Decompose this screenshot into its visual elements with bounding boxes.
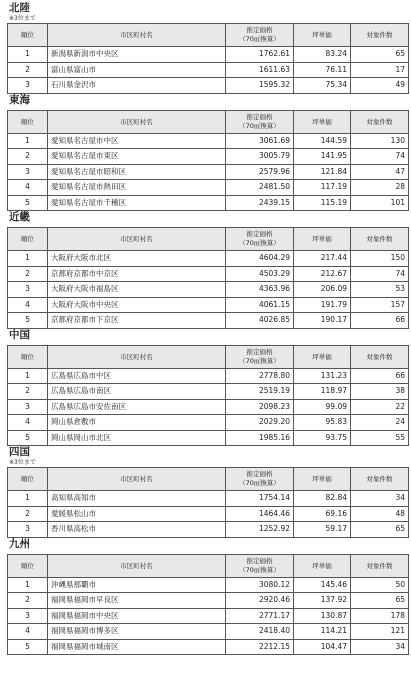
cell-rank: 5 [8, 639, 48, 655]
header-name: 市区町村名 [48, 468, 226, 491]
header-count: 対象件数 [351, 228, 409, 251]
region-section [3, 2, 408, 94]
header-price [226, 554, 294, 577]
cell-rank: 3 [8, 608, 48, 624]
cell-name: 福岡県福岡市博多区 [48, 624, 226, 640]
cell-name: 福岡県福岡市中央区 [48, 608, 226, 624]
region-title: 四国 [9, 446, 30, 458]
cell-count: 74 [351, 149, 409, 165]
cell-count: 22 [351, 399, 409, 415]
cell-price: 2418.40 [226, 624, 294, 640]
cell-count: 178 [351, 608, 409, 624]
header-price-line1: 推定価格 [246, 347, 273, 356]
table-header-row [8, 24, 409, 47]
table-row [8, 491, 409, 507]
cell-price: 3080.12 [226, 577, 294, 593]
header-tsubo: 坪単価 [294, 345, 351, 368]
header-name: 市区町村名 [48, 345, 226, 368]
table-row [8, 297, 409, 313]
cell-name: 広島県広島市安佐南区 [48, 399, 226, 415]
cell-count: 34 [351, 491, 409, 507]
header-tsubo: 坪単価 [294, 24, 351, 47]
cell-count: 47 [351, 164, 409, 180]
header-count: 対象件数 [351, 468, 409, 491]
cell-count: 66 [351, 368, 409, 384]
header-tsubo: 坪単価 [294, 110, 351, 133]
table-row [8, 639, 409, 655]
header-price [226, 345, 294, 368]
table-row [8, 624, 409, 640]
cell-name: 富山県富山市 [48, 62, 226, 78]
cell-price: 4503.29 [226, 266, 294, 282]
cell-name: 愛知県名古屋市千種区 [48, 195, 226, 211]
header-rank: 順位 [8, 554, 48, 577]
cell-price: 2771.17 [226, 608, 294, 624]
cell-count: 66 [351, 313, 409, 329]
header-price-line1: 推定価格 [246, 230, 273, 238]
header-price-line1: 推定価格 [246, 470, 273, 478]
header-price-line2: （70㎡換算） [239, 239, 280, 247]
table-row [8, 399, 409, 415]
header-tsubo: 坪単価 [294, 554, 351, 577]
table-row [8, 313, 409, 329]
cell-name: 高知県高知市 [48, 491, 226, 507]
cell-count: 49 [351, 78, 409, 94]
table-row [8, 506, 409, 522]
cell-tsubo: 115.19 [294, 195, 351, 211]
cell-tsubo: 76.11 [294, 62, 351, 78]
cell-rank: 2 [8, 62, 48, 78]
table-row [8, 164, 409, 180]
region-section [3, 446, 408, 538]
cell-tsubo: 114.21 [294, 624, 351, 640]
cell-price: 4363.96 [226, 282, 294, 298]
header-count: 対象件数 [351, 345, 409, 368]
cell-count: 34 [351, 639, 409, 655]
table-row [8, 368, 409, 384]
header-price-line1: 推定価格 [246, 556, 273, 565]
region-section [3, 211, 408, 329]
header-price [226, 468, 294, 491]
header-price [226, 228, 294, 251]
cell-rank: 1 [8, 368, 48, 384]
table-header-row [8, 228, 409, 251]
cell-name: 京都府京都市下京区 [48, 313, 226, 329]
header-price-line2: （70㎡換算） [239, 479, 280, 487]
cell-price: 2439.15 [226, 195, 294, 211]
cell-price: 1611.63 [226, 62, 294, 78]
ranking-table [7, 23, 409, 94]
table-row [8, 133, 409, 149]
cell-count: 65 [351, 522, 409, 538]
header-tsubo: 坪単価 [294, 468, 351, 491]
cell-tsubo: 82.84 [294, 491, 351, 507]
cell-name: 沖縄県那覇市 [48, 577, 226, 593]
cell-tsubo: 99.09 [294, 399, 351, 415]
cell-name: 大阪府大阪市北区 [48, 251, 226, 267]
cell-rank: 2 [8, 384, 48, 400]
cell-rank: 1 [8, 251, 48, 267]
cell-tsubo: 95.83 [294, 415, 351, 431]
cell-name: 広島県広島市南区 [48, 384, 226, 400]
cell-rank: 1 [8, 47, 48, 63]
table-row [8, 430, 409, 446]
cell-rank: 2 [8, 593, 48, 609]
header-price-line2: （70㎡換算） [239, 565, 280, 574]
cell-name: 福岡県福岡市城南区 [48, 639, 226, 655]
cell-rank: 3 [8, 164, 48, 180]
cell-tsubo: 83.24 [294, 47, 351, 63]
cell-tsubo: 69.16 [294, 506, 351, 522]
cell-name: 岡山県岡山市北区 [48, 430, 226, 446]
table-row [8, 47, 409, 63]
cell-name: 岡山県倉敷市 [48, 415, 226, 431]
header-name: 市区町村名 [48, 24, 226, 47]
cell-tsubo: 93.75 [294, 430, 351, 446]
table-header-row [8, 468, 409, 491]
header-count: 対象件数 [351, 24, 409, 47]
cell-count: 65 [351, 593, 409, 609]
cell-count: 28 [351, 180, 409, 196]
cell-rank: 1 [8, 491, 48, 507]
table-header-row [8, 345, 409, 368]
header-rank: 順位 [8, 24, 48, 47]
region-note: ※3位まで [9, 459, 36, 466]
region-title: 北陸 [9, 2, 30, 14]
header-price-line1: 推定価格 [246, 26, 273, 34]
cell-name: 愛知県名古屋市昭和区 [48, 164, 226, 180]
cell-tsubo: 191.79 [294, 297, 351, 313]
region-section [3, 329, 408, 447]
cell-tsubo: 190.17 [294, 313, 351, 329]
cell-name: 愛知県名古屋市東区 [48, 149, 226, 165]
ranking-table [7, 110, 409, 212]
cell-price: 4604.29 [226, 251, 294, 267]
cell-tsubo: 144.59 [294, 133, 351, 149]
region-title: 中国 [9, 328, 30, 341]
cell-price: 1464.46 [226, 506, 294, 522]
cell-tsubo: 118.97 [294, 384, 351, 400]
cell-name: 大阪府大阪市福島区 [48, 282, 226, 298]
cell-price: 1595.32 [226, 78, 294, 94]
region-section [3, 538, 408, 656]
table-row [8, 62, 409, 78]
cell-tsubo: 131.23 [294, 368, 351, 384]
table-row [8, 593, 409, 609]
cell-name: 大阪府大阪市中央区 [48, 297, 226, 313]
cell-count: 65 [351, 47, 409, 63]
cell-count: 38 [351, 384, 409, 400]
table-row [8, 415, 409, 431]
cell-tsubo: 206.09 [294, 282, 351, 298]
cell-name: 香川県高松市 [48, 522, 226, 538]
cell-price: 2778.80 [226, 368, 294, 384]
cell-name: 新潟県新潟市中央区 [48, 47, 226, 63]
table-row [8, 608, 409, 624]
header-price-line2: （70㎡換算） [239, 121, 280, 130]
cell-name: 福岡県福岡市早良区 [48, 593, 226, 609]
cell-rank: 3 [8, 282, 48, 298]
cell-price: 2212.15 [226, 639, 294, 655]
cell-name: 愛媛県松山市 [48, 506, 226, 522]
header-price [226, 24, 294, 47]
cell-rank: 4 [8, 180, 48, 196]
cell-price: 3061.69 [226, 133, 294, 149]
cell-price: 2481.50 [226, 180, 294, 196]
table-row [8, 384, 409, 400]
ranking-table [7, 554, 409, 656]
cell-name: 京都府京都市中京区 [48, 266, 226, 282]
cell-count: 48 [351, 506, 409, 522]
table-row [8, 180, 409, 196]
cell-rank: 4 [8, 297, 48, 313]
header-count: 対象件数 [351, 554, 409, 577]
header-rank: 順位 [8, 110, 48, 133]
table-header-row [8, 554, 409, 577]
table-row [8, 78, 409, 94]
ranking-table [7, 227, 409, 329]
cell-name: 愛知県名古屋市中区 [48, 133, 226, 149]
cell-tsubo: 217.44 [294, 251, 351, 267]
cell-price: 2920.46 [226, 593, 294, 609]
cell-tsubo: 117.19 [294, 180, 351, 196]
cell-count: 55 [351, 430, 409, 446]
table-row [8, 282, 409, 298]
header-name: 市区町村名 [48, 554, 226, 577]
cell-rank: 5 [8, 195, 48, 211]
cell-count: 121 [351, 624, 409, 640]
cell-tsubo: 137.92 [294, 593, 351, 609]
region-note: ※3位まで [9, 15, 36, 22]
cell-price: 4061.15 [226, 297, 294, 313]
cell-rank: 5 [8, 430, 48, 446]
cell-count: 53 [351, 282, 409, 298]
cell-rank: 1 [8, 577, 48, 593]
table-row [8, 266, 409, 282]
cell-rank: 3 [8, 78, 48, 94]
cell-rank: 5 [8, 313, 48, 329]
cell-count: 101 [351, 195, 409, 211]
cell-rank: 4 [8, 415, 48, 431]
header-name: 市区町村名 [48, 110, 226, 133]
header-name: 市区町村名 [48, 228, 226, 251]
cell-tsubo: 59.17 [294, 522, 351, 538]
cell-count: 17 [351, 62, 409, 78]
cell-count: 74 [351, 266, 409, 282]
ranking-table [7, 345, 409, 447]
cell-rank: 2 [8, 266, 48, 282]
table-header-row [8, 110, 409, 133]
cell-count: 130 [351, 133, 409, 149]
cell-price: 2579.96 [226, 164, 294, 180]
cell-price: 1985.16 [226, 430, 294, 446]
cell-rank: 3 [8, 399, 48, 415]
cell-price: 1252.92 [226, 522, 294, 538]
cell-price: 1762.61 [226, 47, 294, 63]
cell-rank: 2 [8, 506, 48, 522]
cell-count: 24 [351, 415, 409, 431]
cell-rank: 3 [8, 522, 48, 538]
table-row [8, 149, 409, 165]
cell-name: 愛知県名古屋市熱田区 [48, 180, 226, 196]
table-row [8, 577, 409, 593]
region-section [3, 94, 408, 212]
cell-tsubo: 121.84 [294, 164, 351, 180]
table-row [8, 522, 409, 538]
cell-rank: 1 [8, 133, 48, 149]
cell-price: 2029.20 [226, 415, 294, 431]
cell-count: 157 [351, 297, 409, 313]
cell-tsubo: 212.67 [294, 266, 351, 282]
header-price-line2: （70㎡換算） [239, 356, 280, 365]
header-price-line1: 推定価格 [246, 112, 273, 121]
cell-price: 4026.85 [226, 313, 294, 329]
table-row [8, 251, 409, 267]
cell-tsubo: 104.47 [294, 639, 351, 655]
table-row [8, 195, 409, 211]
header-price [226, 110, 294, 133]
cell-count: 50 [351, 577, 409, 593]
header-rank: 順位 [8, 345, 48, 368]
cell-tsubo: 145.46 [294, 577, 351, 593]
cell-count: 150 [351, 251, 409, 267]
region-title: 九州 [9, 537, 30, 550]
header-count: 対象件数 [351, 110, 409, 133]
cell-price: 2098.23 [226, 399, 294, 415]
region-title: 東海 [9, 93, 30, 106]
header-tsubo: 坪単価 [294, 228, 351, 251]
header-price-line2: （70㎡換算） [239, 35, 280, 43]
cell-tsubo: 130.87 [294, 608, 351, 624]
region-title: 近畿 [9, 211, 30, 223]
header-rank: 順位 [8, 228, 48, 251]
cell-price: 1754.14 [226, 491, 294, 507]
cell-rank: 4 [8, 624, 48, 640]
ranking-table [7, 467, 409, 538]
cell-rank: 2 [8, 149, 48, 165]
cell-tsubo: 75.34 [294, 78, 351, 94]
header-rank: 順位 [8, 468, 48, 491]
cell-price: 2519.19 [226, 384, 294, 400]
cell-price: 3005.79 [226, 149, 294, 165]
cell-name: 石川県金沢市 [48, 78, 226, 94]
cell-name: 広島県広島市中区 [48, 368, 226, 384]
cell-tsubo: 141.95 [294, 149, 351, 165]
